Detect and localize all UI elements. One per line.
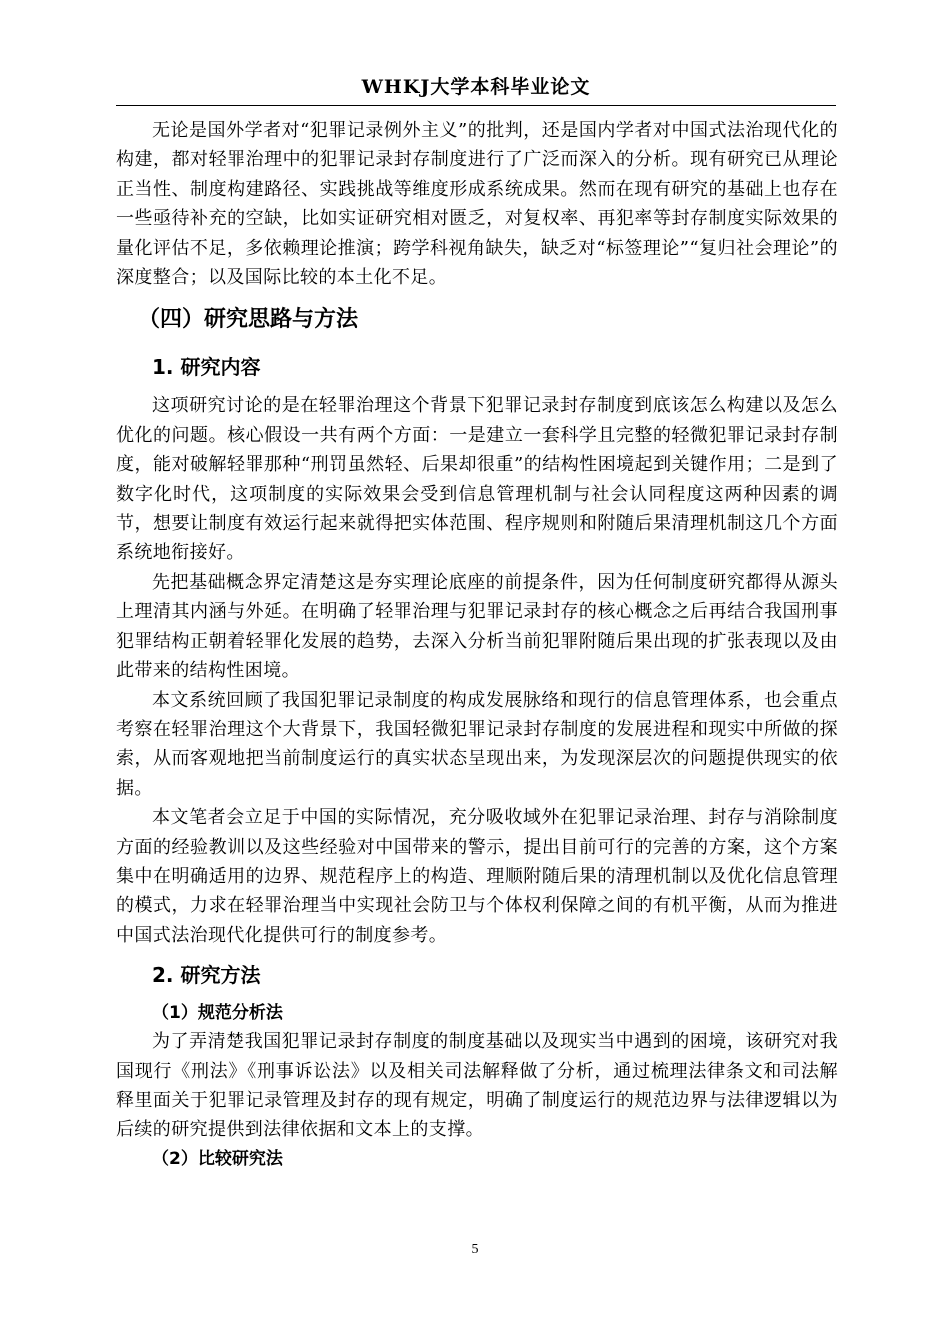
body-paragraph: 为了弄清楚我国犯罪记录封存制度的制度基础以及现实当中遇到的困境，该研究对我国现行《刑法》《刑事诉讼法》以及相关司法解释做了分析，通过梳理法律条文和司法解释里面关于犯罪记录管理及封存的现有规定，明确了制度运行的规范边界与法律逻辑以为后续的研究提供到法律依据和文本上的支撑。: [116, 1031, 838, 1141]
page-body: [116, 116, 838, 1173]
body-paragraph: 这项研究讨论的是在轻罪治理这个背景下犯罪记录封存制度到底该怎么构建以及怎么优化的问题。核心假设一共有两个方面：一是建立一套科学且完整的轻微犯罪记录封存制度，能对破解轻罪那种“刑罚虽然轻、后果却很重”的结构性困境起到关键作用；二是到了数字化时代，这项制度的实际效果会受到信息管理机制与社会认同程度这两种因素的调节，想要让制度有效运行起来就得把实体范围、程序规则和附随后果清理机制这几个方面系统地衔接好。: [116, 395, 838, 564]
intro-paragraph: 无论是国外学者对“犯罪记录例外主义”的批判，还是国内学者对中国式法治现代化的构建，都对轻罪治理中的犯罪记录封存制度进行了广泛而深入的分析。现有研究已从理论正当性、制度构建路径、实践挑战等维度形成系统成果。然而在现有研究的基础上也存在一些亟待补充的空缺，比如实证研究相对匮乏，对复权率、再犯率等封存制度实际效果的量化评估不足，多依赖理论推演；跨学科视角缺失，缺乏对“标签理论”“复归社会理论”的深度整合；以及国际比较的本土化不足。: [116, 120, 838, 289]
body-paragraph: 先把基础概念界定清楚这是夯实理论底座的前提条件，因为任何制度研究都得从源头上理清其内涵与外延。在明确了轻罪治理与犯罪记录封存的核心概念之后再结合我国刑事犯罪结构正朝着轻罪化发展的趋势，去深入分析当前犯罪附随后果出现的扩张表现以及由此带来的结构性困境。: [116, 571, 838, 682]
method-heading-comparative-research: （2）比较研究法: [152, 1148, 283, 1169]
page-header-title: WHKJ大学本科毕业论文: [361, 76, 591, 98]
body-paragraph: 本文笔者会立足于中国的实际情况，充分吸收域外在犯罪记录治理、封存与消除制度方面的经验教训以及这些经验对中国带来的警示，提出目前可行的完善的方案，这个方案集中在明确适用的边界、规范程序上的构造、理顺附随后果的清理机制以及优化信息管理的模式，力求在轻罪治理当中实现社会防卫与个体权利保障之间的有机平衡，从而为推进中国式法治现代化提供可行的制度参考。: [116, 807, 838, 946]
page-number: 5: [471, 1242, 479, 1257]
header-divider: [116, 105, 836, 106]
method-heading-normative-analysis: （1）规范分析法: [152, 1003, 283, 1024]
section-heading: （四）研究思路与方法: [138, 307, 359, 333]
subsection-heading-research-content: 1. 研究内容: [152, 355, 261, 380]
subsection-heading-research-methods: 2. 研究方法: [152, 963, 261, 988]
body-paragraph: 本文系统回顾了我国犯罪记录制度的构成发展脉络和现行的信息管理体系，也会重点考察在轻罪治理这个大背景下，我国轻微犯罪记录封存制度的发展进程和现实中所做的探索，从而客观地把当前制度运行的真实状态呈现出来，为发现深层次的问题提供现实的依据。: [116, 689, 838, 799]
